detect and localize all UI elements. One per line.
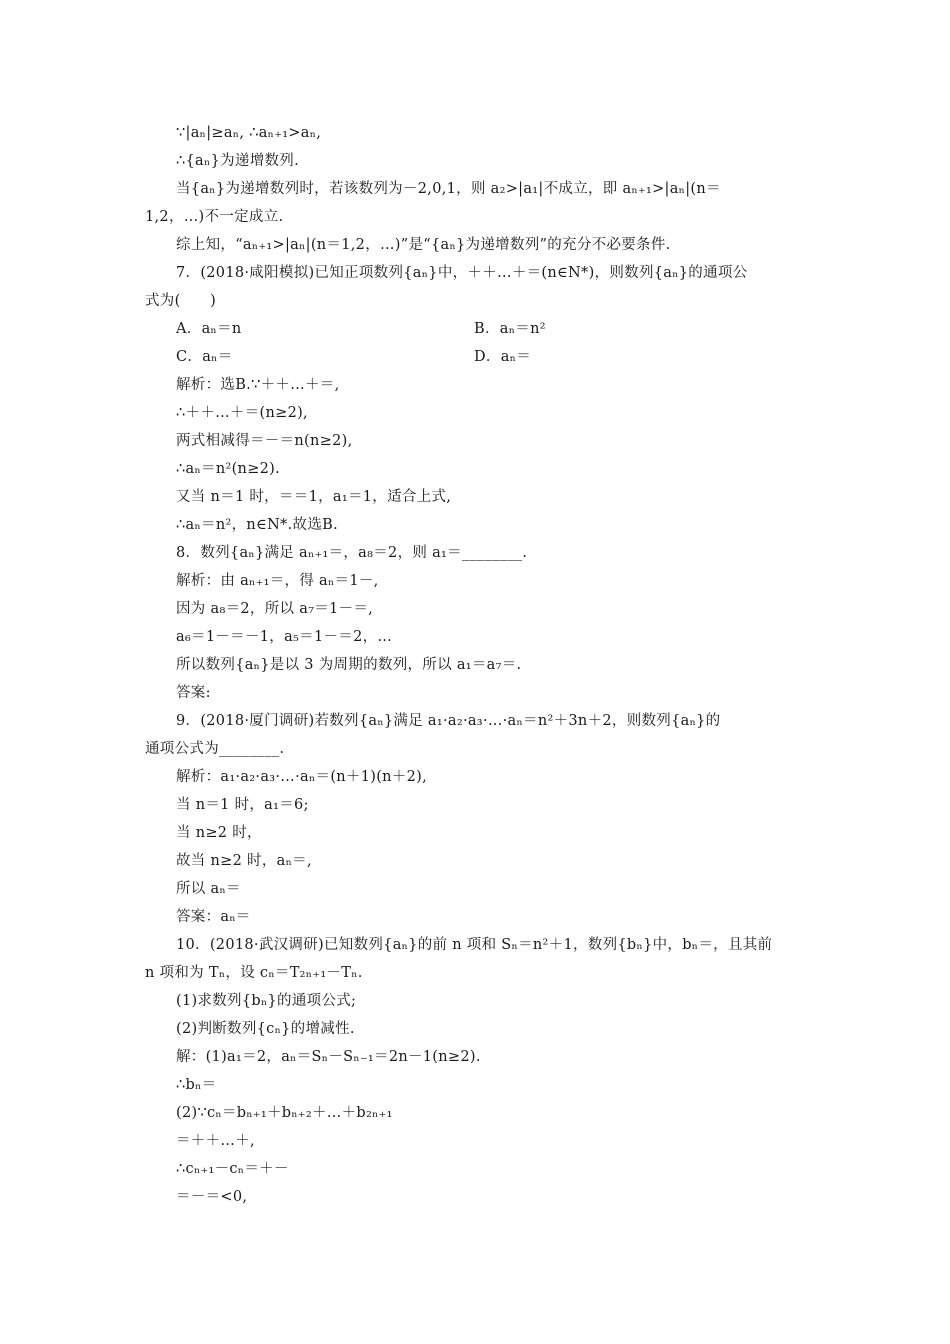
text-line: ∴{aₙ}为递增数列. [176, 153, 300, 169]
text-line: 所以数列{aₙ}是以 3 为周期的数列，所以 a₁＝a₇＝. [176, 657, 522, 673]
text-line: 又当 n＝1 时，＝＝1，a₁＝1，适合上式, [176, 489, 452, 505]
question-7: 7．(2018·咸阳模拟)已知正项数列{aₙ}中，＋＋…＋＝(n∈N*)，则数列{aₙ}的通项公 [176, 265, 748, 281]
text-line: 解：(1)a₁＝2，aₙ＝Sₙ－Sₙ₋₁＝2n－1(n≥2). [176, 1049, 481, 1065]
text-line: ∴aₙ＝n²，n∈N*.故选B. [176, 517, 338, 533]
text-line: 解析：选B.∵＋＋…＋＝, [176, 377, 340, 393]
text-line: (1)求数列{bₙ}的通项公式; [176, 993, 357, 1009]
text-line: 当{aₙ}为递增数列时，若该数列为－2,0,1，则 a₂>|a₁|不成立，即 aₙ₊₁>|aₙ|(n＝ [176, 181, 721, 197]
text-line: 故当 n≥2 时，aₙ＝, [176, 853, 312, 869]
option-b: B．aₙ＝n² [474, 321, 546, 337]
text-line: a₆＝1－＝－1，a₅＝1－＝2，… [176, 629, 393, 645]
text-line: 答案：aₙ＝ [176, 909, 251, 925]
option-d: D．aₙ＝ [474, 349, 532, 365]
text-line: 式为( ) [145, 293, 217, 309]
text-line: ∴aₙ＝n²(n≥2). [176, 461, 281, 477]
text-line: ＝＋＋…＋, [176, 1133, 255, 1149]
text-line: ∴cₙ₊₁－cₙ＝＋－ [176, 1161, 289, 1177]
text-line: 所以 aₙ＝ [176, 881, 241, 897]
text-line: ＝－＝<0, [176, 1189, 248, 1205]
text-line: 当 n≥2 时， [176, 825, 262, 841]
text-line: n 项和为 Tₙ，设 cₙ＝T₂ₙ₊₁－Tₙ. [145, 965, 363, 981]
text-line: 1,2，…)不一定成立. [145, 209, 284, 225]
question-10: 10．(2018·武汉调研)已知数列{aₙ}的前 n 项和 Sₙ＝n²＋1，数列{bₙ}中，bₙ＝，且其前 [176, 937, 773, 953]
text-line: 综上知，“aₙ₊₁>|aₙ|(n＝1,2，…)”是“{aₙ}为递增数列”的充分不必要条件. [176, 237, 671, 253]
text-line: 答案: [176, 685, 211, 701]
text-line: 当 n＝1 时，a₁＝6; [176, 797, 309, 813]
text-line: 因为 a₈＝2，所以 a₇＝1－＝, [176, 601, 374, 617]
question-9: 9．(2018·厦门调研)若数列{aₙ}满足 a₁·a₂·a₃·…·aₙ＝n²＋3n＋2，则数列{aₙ}的 [176, 713, 721, 729]
text-line: 两式相减得＝－＝n(n≥2), [176, 433, 353, 449]
text-line: ∴＋＋…＋＝(n≥2), [176, 405, 308, 421]
text-line: 通项公式为________. [145, 741, 285, 757]
text-line: 解析：a₁·a₂·a₃·…·aₙ＝(n＋1)(n＋2), [176, 769, 427, 785]
text-line: (2)∵cₙ＝bₙ₊₁＋bₙ₊₂＋…＋b₂ₙ₊₁ [176, 1105, 393, 1121]
option-c: C．aₙ＝ [176, 349, 233, 365]
option-a: A．aₙ＝n [176, 321, 242, 337]
text-line: (2)判断数列{cₙ}的增减性. [176, 1021, 355, 1037]
text-line: ∴bₙ＝ [176, 1077, 217, 1093]
text-line: 解析：由 aₙ₊₁＝，得 aₙ＝1－, [176, 573, 379, 589]
question-8: 8．数列{aₙ}满足 aₙ₊₁＝，a₈＝2，则 a₁＝________. [176, 545, 528, 561]
text-line: ∵|aₙ|≥aₙ, ∴aₙ₊₁>aₙ, [176, 125, 322, 141]
